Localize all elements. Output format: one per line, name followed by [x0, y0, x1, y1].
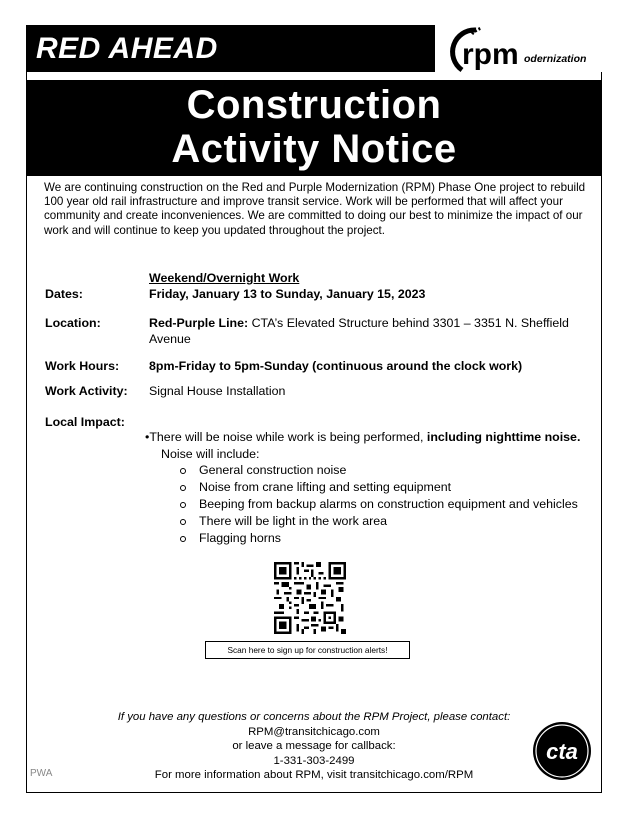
rpm-modernization-logo	[432, 22, 602, 80]
title-line-1: Construction	[186, 83, 442, 127]
location-value	[149, 315, 589, 347]
contact-intro: If you have any questions or concerns about the RPM Project, please contact:	[117, 711, 511, 723]
work-activity-label: Work Activity:	[45, 384, 128, 398]
contact-callback-text: or leave a message for callback:	[232, 740, 396, 753]
list-item: Beeping from backup alarms on construction equipment and vehicles	[180, 496, 578, 513]
qr-caption-box: Scan here to sign up for construction alerts!	[205, 641, 410, 659]
location-prefix: Red-Purple Line:	[149, 316, 249, 330]
contact-phone[interactable]: 1-331-303-2499	[273, 754, 355, 767]
cta-logo-text: cta	[546, 739, 578, 764]
work-type-heading: Weekend/Overnight Work	[149, 271, 300, 285]
dates-value: Friday, January 13 to Sunday, January 15, 2023	[149, 287, 426, 301]
pwa-mark: PWA	[30, 768, 53, 779]
bullet-dot: •	[145, 430, 150, 444]
work-hours-value: 8pm-Friday to 5pm-Sunday (continuous around the clock work)	[149, 359, 523, 373]
contact-website-text[interactable]: For more information about RPM, visit transitchicago.com/RPM	[154, 769, 474, 782]
rpm-logo-subtext: odernization	[524, 53, 587, 65]
dates-label: Dates:	[45, 287, 83, 301]
work-activity-value: Signal House Installation	[149, 384, 286, 398]
local-impact-label: Local Impact:	[45, 415, 125, 429]
list-item: Noise from crane lifting and setting equipment	[180, 479, 578, 496]
circle-bullet-icon	[180, 536, 186, 542]
impact-text: There will be noise while work is being performed,	[149, 430, 427, 444]
list-item: There will be light in the work area	[180, 513, 578, 530]
circle-bullet-icon	[180, 485, 186, 491]
list-item: General construction noise	[180, 462, 578, 479]
circle-bullet-icon	[180, 519, 186, 525]
red-ahead-logo: RED AHEAD	[36, 32, 218, 65]
circle-bullet-icon	[180, 468, 186, 474]
circle-bullet-icon	[180, 502, 186, 508]
notice-title	[26, 83, 602, 171]
title-line-2: Activity Notice	[171, 127, 457, 171]
rpm-logo-text: rpm	[462, 38, 519, 71]
contact-email[interactable]: RPM@transitchicago.com	[248, 725, 380, 738]
noise-list	[180, 462, 578, 547]
impact-bullet	[145, 429, 580, 445]
location-text: CTA’s Elevated Structure behind 3301 – 3351 N. Sheffield Avenue	[149, 316, 569, 346]
list-item: Flagging horns	[180, 530, 578, 547]
impact-bold-text: including nighttime noise.	[426, 430, 581, 444]
cta-logo	[532, 721, 592, 781]
qr-code[interactable]	[274, 562, 346, 634]
work-hours-label: Work Hours:	[45, 359, 120, 373]
contact-block	[95, 710, 533, 783]
intro-paragraph: We are continuing construction on the Red and Purple Modernization (RPM) Phase One project to rebuild 100 year old rail infrastructure and improve transit service. Work will be performed that will affect your community and create inconveniences. We are committed to doing our best to minimize the impact of our work and will continue to keep you updated throughout the project.	[44, 181, 586, 237]
noise-intro: Noise will include:	[161, 447, 260, 461]
location-label: Location:	[45, 316, 101, 330]
